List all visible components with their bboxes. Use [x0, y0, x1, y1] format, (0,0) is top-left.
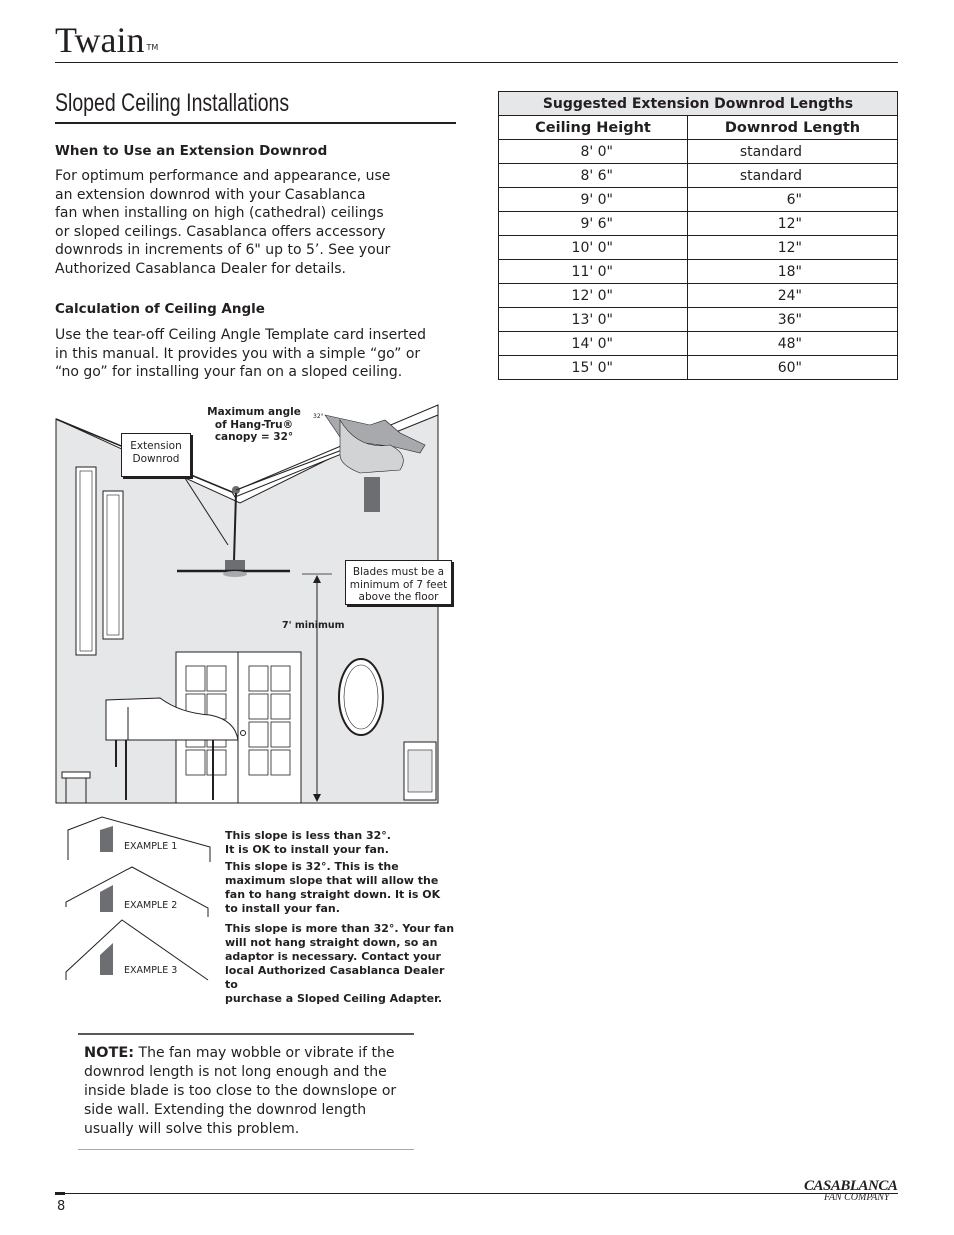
table-caption: Suggested Extension Downrod Lengths — [499, 92, 898, 116]
subsection-paragraph — [55, 167, 435, 279]
cell-height: 8' 0" — [499, 140, 688, 164]
table-row — [499, 188, 898, 212]
note-text — [84, 1044, 419, 1139]
cell-length: 12" — [688, 236, 898, 260]
column-header-ceiling-height: Ceiling Height — [499, 116, 688, 140]
column-header-downrod-length: Downrod Length — [688, 116, 898, 140]
brand-title — [55, 18, 158, 62]
example-2-label: EXAMPLE 2 — [124, 900, 178, 911]
paragraph-line: or sloped ceilings. Casablanca offers accessory — [55, 223, 386, 240]
table-row — [499, 140, 898, 164]
paragraph-line: For optimum performance and appearance, use — [55, 168, 391, 184]
footer-rule — [55, 1193, 898, 1194]
table-row — [499, 164, 898, 188]
piano-bench — [62, 772, 90, 778]
cell-height: 13' 0" — [499, 308, 688, 332]
cell-length: 6" — [688, 188, 898, 212]
paragraph-line: in this manual. It provides you with a simple “go” or — [55, 345, 421, 362]
cell-length: 48" — [688, 332, 898, 356]
extension-downrod-label: Extension Downrod — [121, 433, 191, 477]
seven-feet-minimum-label: 7' minimum — [282, 620, 345, 631]
table-row — [499, 260, 898, 284]
example-1-description: This slope is less than 32°. It is OK to install your fan. — [225, 829, 391, 856]
example-3-description: This slope is more than 32°. Your fan will not hang straight down, so an adaptor is necessary. Contact your local Authorized Casablanca Dealer to purchase a Sloped Ceiling Adapter. — [225, 922, 455, 1005]
table-row — [499, 236, 898, 260]
cell-length: standard — [688, 164, 898, 188]
page-number: 8 — [57, 1199, 66, 1214]
cell-height: 10' 0" — [499, 236, 688, 260]
table-row — [499, 332, 898, 356]
header-rule — [55, 62, 898, 63]
cell-length: standard — [688, 140, 898, 164]
section-title: Sloped Ceiling Installations — [55, 89, 290, 117]
example-2-description: This slope is 32°. This is the maximum slope that will allow the fan to hang straight down. It is OK to install your fan. — [225, 860, 441, 915]
cell-height: 8' 6" — [499, 164, 688, 188]
table-row — [499, 212, 898, 236]
cell-height: 9' 6" — [499, 212, 688, 236]
cell-height: 9' 0" — [499, 188, 688, 212]
cell-height: 15' 0" — [499, 356, 688, 380]
fan-motor — [225, 560, 245, 570]
max-angle-label: Maximum angle of Hang-Tru® canopy = 32° — [207, 406, 301, 443]
cell-length: 24" — [688, 284, 898, 308]
example-3-label: EXAMPLE 3 — [124, 965, 178, 976]
paragraph-line: Use the tear-off Ceiling Angle Template card inserted — [55, 327, 426, 343]
subsection-heading: Calculation of Ceiling Angle — [55, 301, 265, 317]
footer-tab — [55, 1192, 65, 1195]
logo-wordmark: CASABLANCA — [804, 1178, 898, 1194]
logo-subtitle: FAN COMPANY — [824, 1192, 890, 1203]
subsection-heading: When to Use an Extension Downrod — [55, 143, 328, 159]
downrod-length-table — [498, 91, 898, 380]
cell-height: 11' 0" — [499, 260, 688, 284]
cell-length: 18" — [688, 260, 898, 284]
example-1-slope — [68, 817, 210, 862]
casablanca-logo — [804, 1178, 900, 1208]
brand-name: Twain — [55, 20, 145, 60]
table-row — [499, 284, 898, 308]
angle-detail-label: 32° — [313, 413, 324, 420]
paragraph-line: “no go” for installing your fan on a sloped ceiling. — [55, 364, 403, 381]
subsection-paragraph — [55, 326, 445, 382]
paragraph-line: fan when installing on high (cathedral) ceilings — [55, 205, 384, 222]
trademark-mark: TM — [146, 43, 159, 52]
note-label: NOTE: — [84, 1045, 135, 1061]
section-title-rule — [55, 122, 456, 124]
note-body: The fan may wobble or vibrate if the downrod length is not long enough and the inside blade is too close to the downslope or side wall. Extending the downrod length usually will solve this problem. — [84, 1045, 397, 1137]
cell-height: 12' 0" — [499, 284, 688, 308]
table-row — [499, 308, 898, 332]
example-1-label: EXAMPLE 1 — [124, 841, 178, 852]
cell-height: 14' 0" — [499, 332, 688, 356]
paragraph-line: downrods in increments of 6" up to 5’. See your — [55, 242, 391, 259]
paragraph-line: an extension downrod with your Casablanca — [55, 186, 366, 203]
table-row — [499, 356, 898, 380]
cell-length: 12" — [688, 212, 898, 236]
blades-height-label: Blades must be a minimum of 7 feet above the floor — [345, 560, 452, 605]
cell-length: 36" — [688, 308, 898, 332]
paragraph-line: Authorized Casablanca Dealer for details. — [55, 260, 346, 277]
cell-length: 60" — [688, 356, 898, 380]
